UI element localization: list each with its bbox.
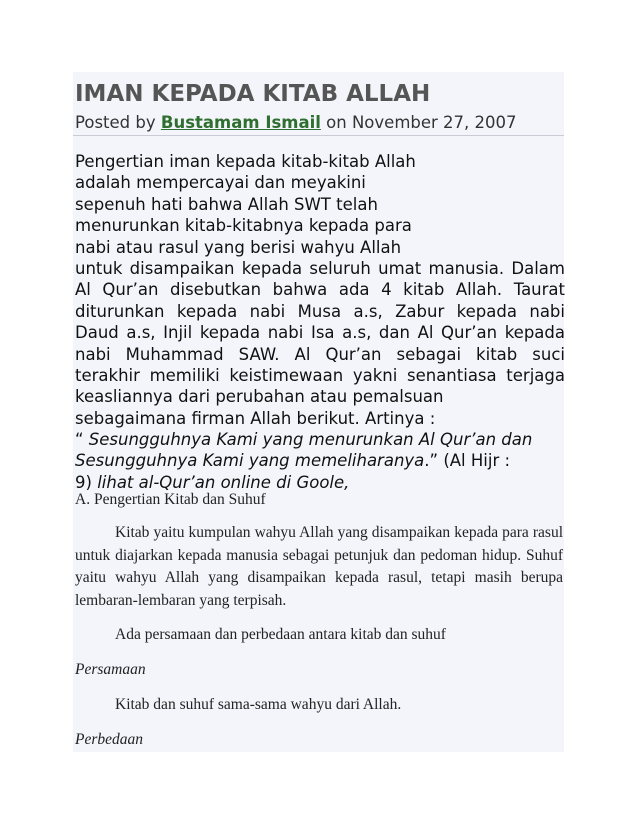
quote-verse-number: 9) [75,472,98,492]
quote-open-mark: “ [75,430,89,450]
intro-line: Daud a.s, Injil kepada nabi Isa a.s, dan Al Qur’an kepada [75,323,565,343]
quote-citation: .” (Al Hijr : [424,451,511,471]
intro-line: diturunkan kepada nabi Musa a.s, Zabur kepada nabi [75,301,565,321]
intro-line: Al Qur’an disebutkan bahwa ada 4 kitab Allah. Taurat [75,280,565,300]
intro-line: nabi Muhammad SAW. Al Qur’an sebagai kitab suci [75,344,565,364]
definition-paragraph: Kitab yaitu kumpulan wahyu Allah yang disampaikan kepada para rasul untuk diajarkan kepada manusia sebagai petunjuk dan pedoman hidup. Suhuf yaitu wahyu Allah yang disampaikan kepada rasul, tetapi masih berupa lembaran-lembaran yang terpisah. [75,524,563,609]
intro-line: nabi atau rasul yang berisi wahyu Allah [75,237,402,257]
intro-line: menurunkan kitab-kitabnya kepada para [75,216,412,236]
quote-italic-text: Sesungguhnya Kami yang menurunkan Al Qur’an dan [88,430,533,450]
quote-line [75,450,565,471]
compare-intro: Ada persamaan dan perbedaan antara kitab dan suhuf [115,626,446,643]
intro-line: sebagaimana firman Allah berikut. Artinya : [75,408,436,428]
similarity-text: Kitab dan suhuf sama-sama wahyu dari Allah. [115,696,402,713]
intro-text [75,151,565,493]
quote-line [75,429,565,450]
intro-line: untuk disampaikan kepada seluruh umat manusia. Dalam [75,258,565,278]
byline-prefix: Posted by [75,113,161,132]
intro-line: sepenuh hati bahwa Allah SWT telah [75,194,378,214]
intro-line: adalah mempercayai dan meyakini [75,173,366,193]
post-title: IMAN KEPADA KITAB ALLAH [75,81,431,107]
byline-date: on November 27, 2007 [320,113,517,132]
similarity-label: Persamaan [75,661,146,678]
difference-label: Perbedaan [75,731,144,748]
byline-divider [73,135,564,136]
author-link[interactable]: Bustamam Ismail [160,113,321,132]
section-heading: A. Pengertian Kitab dan Suhuf [75,491,266,508]
intro-line: Pengertian iman kepada kitab-kitab Allah [75,152,416,171]
quote-italic-text: Sesungguhnya Kami yang memeliharanya [75,451,425,471]
intro-line: terakhir memiliki keistimewaan yakni senantiasa terjaga [75,365,565,385]
post-byline [75,112,517,134]
intro-line: keasliannya dari perubahan atau pemalsuan [75,387,444,407]
quote-reference-note: lihat al-Qur’an online di Goole, [97,472,350,492]
